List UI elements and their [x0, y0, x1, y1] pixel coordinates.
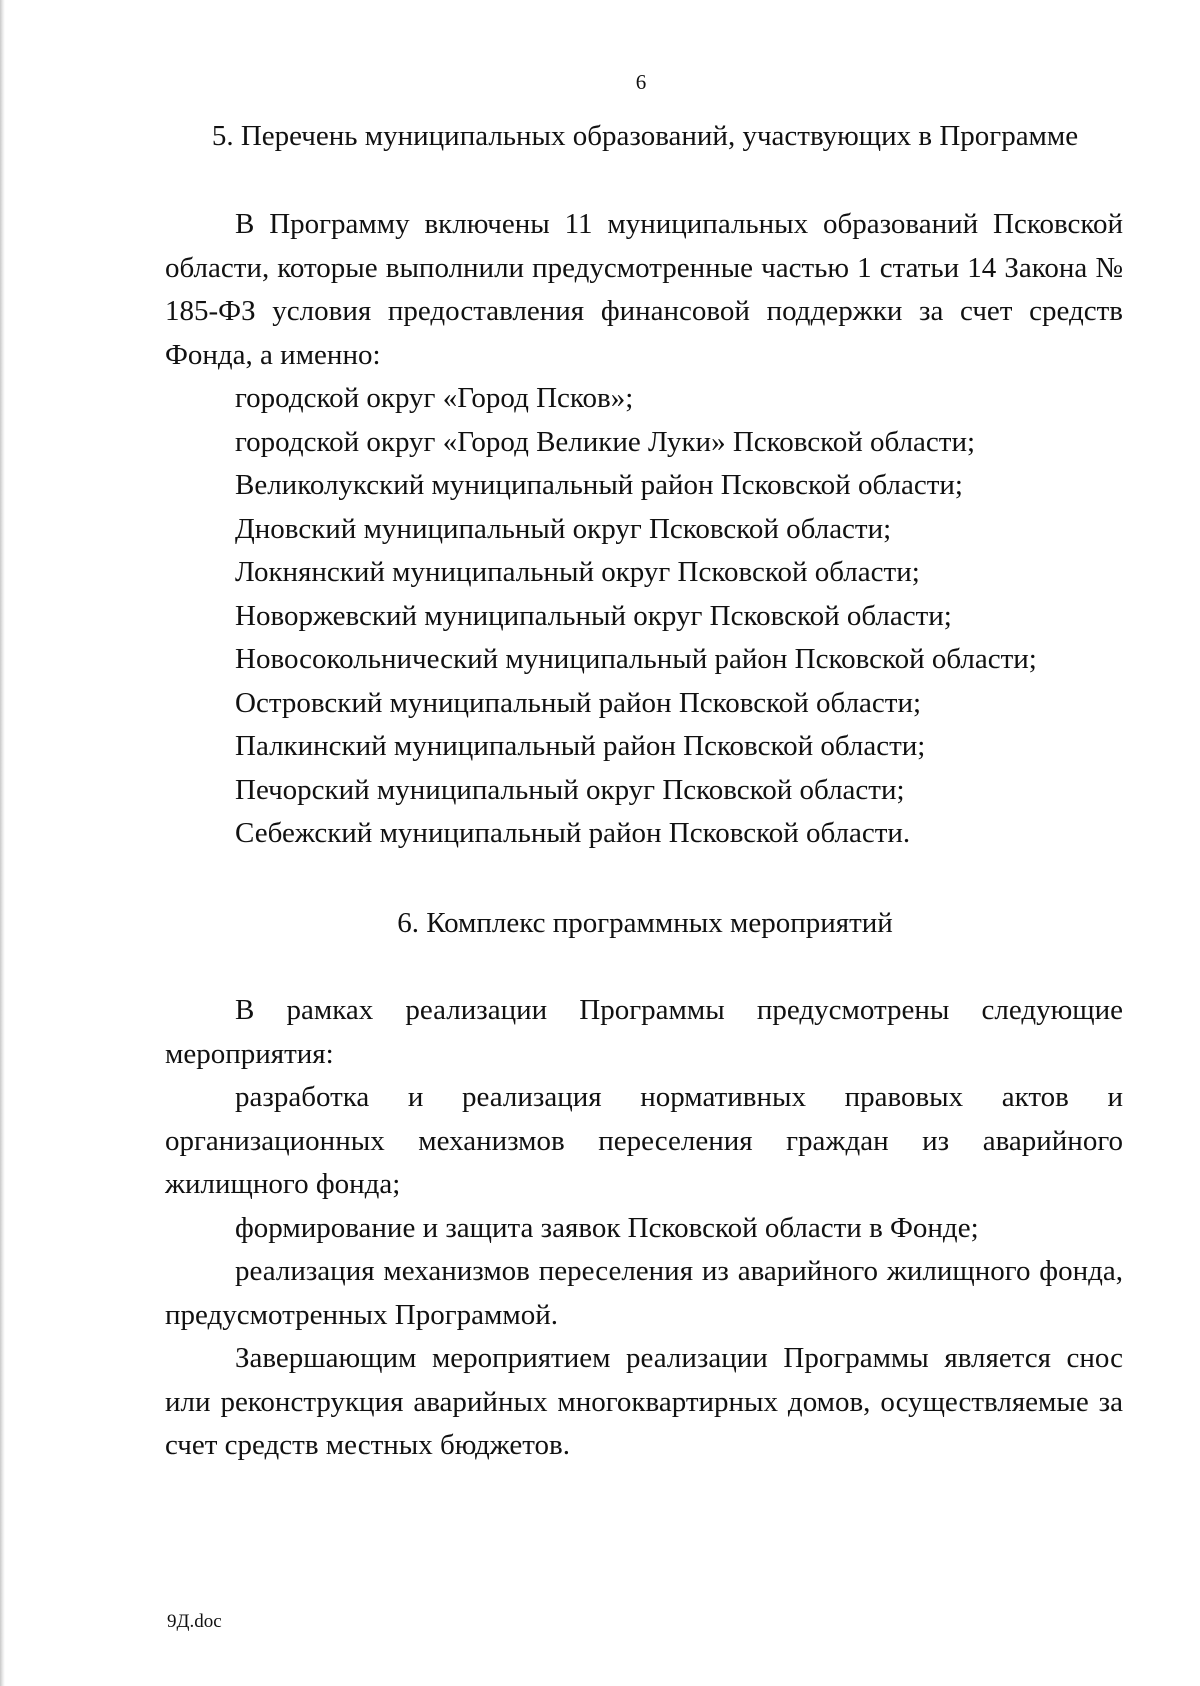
municipality-item: Дновский муниципальный округ Псковской области; — [235, 512, 892, 545]
scan-edge — [0, 0, 5, 1686]
municipality-item: Печорский муниципальный округ Псковской области; — [235, 773, 905, 806]
municipality-item: Новоржевский муниципальный округ Псковской области; — [235, 599, 952, 632]
municipality-item: городской округ «Город Псков»; — [235, 382, 634, 414]
section-6-heading: 6. Комплекс программных мероприятий — [397, 907, 893, 939]
section-6-paragraph: реализация механизмов переселения из аварийного жилищного фонда, предусмотренных Программой. — [165, 1255, 1123, 1331]
section-6-paragraph: формирование и защита заявок Псковской области в Фонде; — [235, 1211, 979, 1244]
municipality-item: Новосокольнический муниципальный район Псковской области; — [235, 643, 1037, 675]
section-6-body — [165, 989, 1123, 1468]
section-5-intro: В Программу включены 11 муниципальных образований Псковской области, которые выполнили предусмотренные частью 1 статьи 14 Закона № 185-ФЗ условия предоставления финансовой поддержки за счет средств Фонда, а именно: — [165, 208, 1123, 371]
section-6-paragraph: В рамках реализации Программы предусмотрены следующие мероприятия: — [165, 994, 1123, 1070]
section-6-paragraph: Завершающим мероприятием реализации Программы является снос или реконструкция аварийных многоквартирных домов, осуществляемые за счет средств местных бюджетов. — [165, 1342, 1123, 1461]
section-5-heading: 5. Перечень муниципальных образований, участвующих в Программе — [211, 120, 1079, 152]
municipality-item: Островский муниципальный район Псковской области; — [235, 686, 922, 719]
footer-filename: 9Д.doc — [167, 1611, 222, 1632]
section-6-paragraph: разработка и реализация нормативных правовых актов и организационных механизмов переселения граждан из аварийного жилищного фонда; — [165, 1081, 1123, 1200]
section-5-body — [165, 203, 1123, 856]
municipality-item: Палкинский муниципальный район Псковской области; — [235, 730, 926, 762]
municipality-item: Великолукский муниципальный район Псковской области; — [235, 469, 963, 501]
municipality-item: Локнянский муниципальный округ Псковской области; — [235, 556, 920, 588]
page-number: 6 — [635, 70, 647, 94]
municipality-item: городской округ «Город Великие Луки» Псковской области; — [235, 425, 976, 458]
municipality-item: Себежский муниципальный район Псковской области. — [235, 817, 911, 849]
